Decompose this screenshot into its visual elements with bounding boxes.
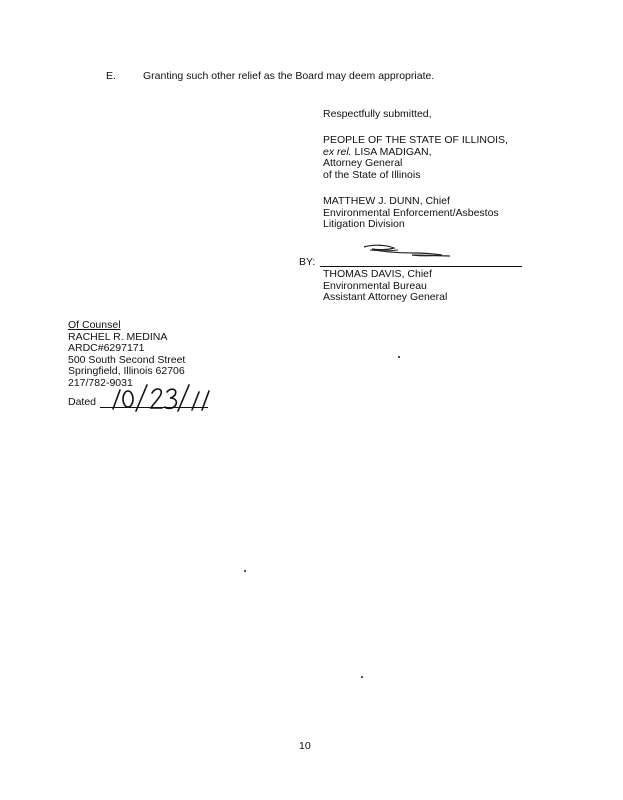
handwritten-date (106, 382, 216, 412)
counsel-name: RACHEL R. MEDINA (68, 330, 168, 343)
counsel-ardc: ARDC#6297171 (68, 342, 145, 354)
division-chief-name: MATTHEW J. DUNN, Chief (323, 195, 450, 207)
people-of-state-block (323, 135, 508, 181)
counsel-phone: 217/782-9031 (68, 376, 133, 389)
dated-label: Dated (68, 396, 97, 408)
attorney-general-name: LISA MADIGAN, (351, 145, 432, 158)
of-counsel-heading: Of Counsel (68, 319, 121, 331)
of-counsel-block (68, 320, 185, 389)
scan-speck (398, 356, 400, 358)
ex-rel-prefix: ex rel. (323, 145, 352, 158)
division-name-line1: Environmental Enforcement/Asbestos (323, 206, 499, 219)
signatory-block (323, 269, 447, 304)
attorney-general-title: Attorney General (323, 157, 403, 169)
handwritten-signature (360, 241, 490, 261)
closing-line: Respectfully submitted, (323, 108, 432, 120)
relief-item-text: Granting such other relief as the Board may deem appropriate. (143, 70, 435, 82)
scan-speck (361, 676, 363, 678)
counsel-city: Springfield, Illinois 62706 (68, 365, 185, 377)
signatory-title: Assistant Attorney General (323, 291, 448, 303)
division-name-line2: Litigation Division (323, 218, 405, 230)
division-chief-block (323, 196, 499, 231)
signature-line (320, 266, 522, 267)
scan-speck (244, 570, 246, 572)
state-line: of the State of Illinois (323, 168, 421, 181)
by-label: BY: (299, 256, 316, 268)
signatory-bureau: Environmental Bureau (323, 279, 427, 292)
relief-item-letter: E. (106, 70, 116, 82)
counsel-street: 500 South Second Street (68, 353, 186, 366)
page-number: 10 (299, 740, 311, 752)
party-name: PEOPLE OF THE STATE OF ILLINOIS, (323, 134, 508, 146)
signatory-name: THOMAS DAVIS, Chief (323, 268, 432, 280)
